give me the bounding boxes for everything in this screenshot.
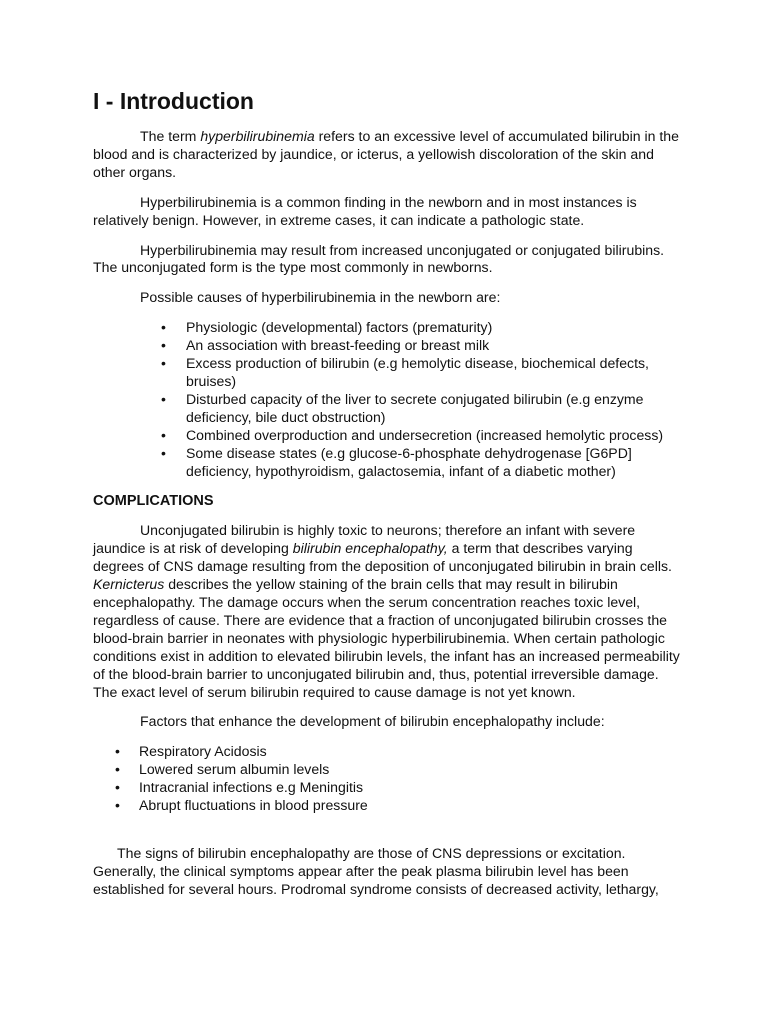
list-item: • An association with breast-feeding or breast milk (93, 337, 683, 355)
term-kernicterus: Kernicterus (93, 576, 165, 593)
intro-p1-text-a: The term (140, 128, 201, 144)
complications-paragraph-3: The signs of bilirubin encephalopathy are those of CNS depressions or excitation. Generally, the clinical symptoms appear after the peak plasma bilirubin level has been established for several hours. Prodromal syndrome consists of decreased activity, lethargy, (93, 845, 659, 897)
list-item: • Lowered serum albumin levels (93, 761, 683, 779)
list-item: • Intracranial infections e.g Meningitis (93, 779, 683, 797)
list-item: • Respiratory Acidosis (93, 743, 683, 761)
comp-p1-text-b: a term that describes varying degrees of CNS damage resulting from the deposition of unconjugated bilirubin in brain cells. (93, 540, 672, 575)
intro-paragraph-1 (93, 128, 683, 182)
complications-paragraph-1 (93, 522, 683, 701)
factors-list (93, 743, 683, 815)
comp-p1-text-c: describes the yellow staining of the brain cells that may result in bilirubin encephalopathy. The damage occurs when the serum concentration reaches toxic level, regardless of cause. There are evidence that a fraction of unconjugated bilirubin crosses the blood-brain barrier in neonates with physiologic hyperbilirubinemia. When certain pathologic conditions exist in addition to elevated bilirubin levels, the infant has an increased permeability of the blood-brain barrier to unconjugated bilirubin and, thus, potential irreversible damage. The exact level of serum bilirubin required to cause damage is not yet known. (93, 576, 680, 700)
list-item: • Physiologic (developmental) factors (prematurity) (93, 319, 683, 337)
section-heading-complications: COMPLICATIONS (93, 493, 214, 510)
list-item: • Abrupt fluctuations in blood pressure (93, 797, 683, 815)
vertical-spacer (93, 827, 683, 845)
comp-p1-text-a: Unconjugated bilirubin is highly toxic to neurons; therefore an infant with severe jaundice is at risk of developing (93, 522, 636, 557)
intro-paragraph-4: Possible causes of hyperbilirubinemia in the newborn are: (140, 289, 501, 306)
intro-paragraph-2: Hyperbilirubinemia is a common finding in the newborn and in most instances is relatively benign. However, in extreme cases, it can indicate a pathologic state. (93, 193, 637, 228)
term-bilirubin-encephalopathy: bilirubin encephalopathy, (292, 540, 448, 557)
list-item: • Excess production of bilirubin (e.g hemolytic disease, biochemical defects, bruises) (93, 355, 683, 391)
section-heading-introduction: I - Introduction (93, 88, 254, 114)
term-hyperbilirubinemia: hyperbilirubinemia (200, 128, 315, 144)
causes-list (93, 319, 683, 480)
list-item: • Some disease states (e.g glucose-6-phosphate dehydrogenase [G6PD] deficiency, hypothyroidism, galactosemia, infant of a diabetic mother) (93, 445, 683, 481)
list-item: • Disturbed capacity of the liver to secrete conjugated bilirubin (e.g enzyme deficiency, bile duct obstruction) (93, 391, 683, 427)
intro-p1-text-b: refers to an excessive level of accumulated bilirubin in the blood and is characterized by jaundice, or icterus, a yellowish discoloration of the skin and other organs. (93, 128, 679, 180)
document-page (93, 86, 683, 911)
complications-paragraph-2: Factors that enhance the development of bilirubin encephalopathy include: (140, 713, 605, 730)
intro-paragraph-3: Hyperbilirubinemia may result from increased unconjugated or conjugated bilirubins. The unconjugated form is the type most commonly in newborns. (93, 241, 665, 276)
list-item: • Combined overproduction and undersecretion (increased hemolytic process) (93, 427, 683, 445)
